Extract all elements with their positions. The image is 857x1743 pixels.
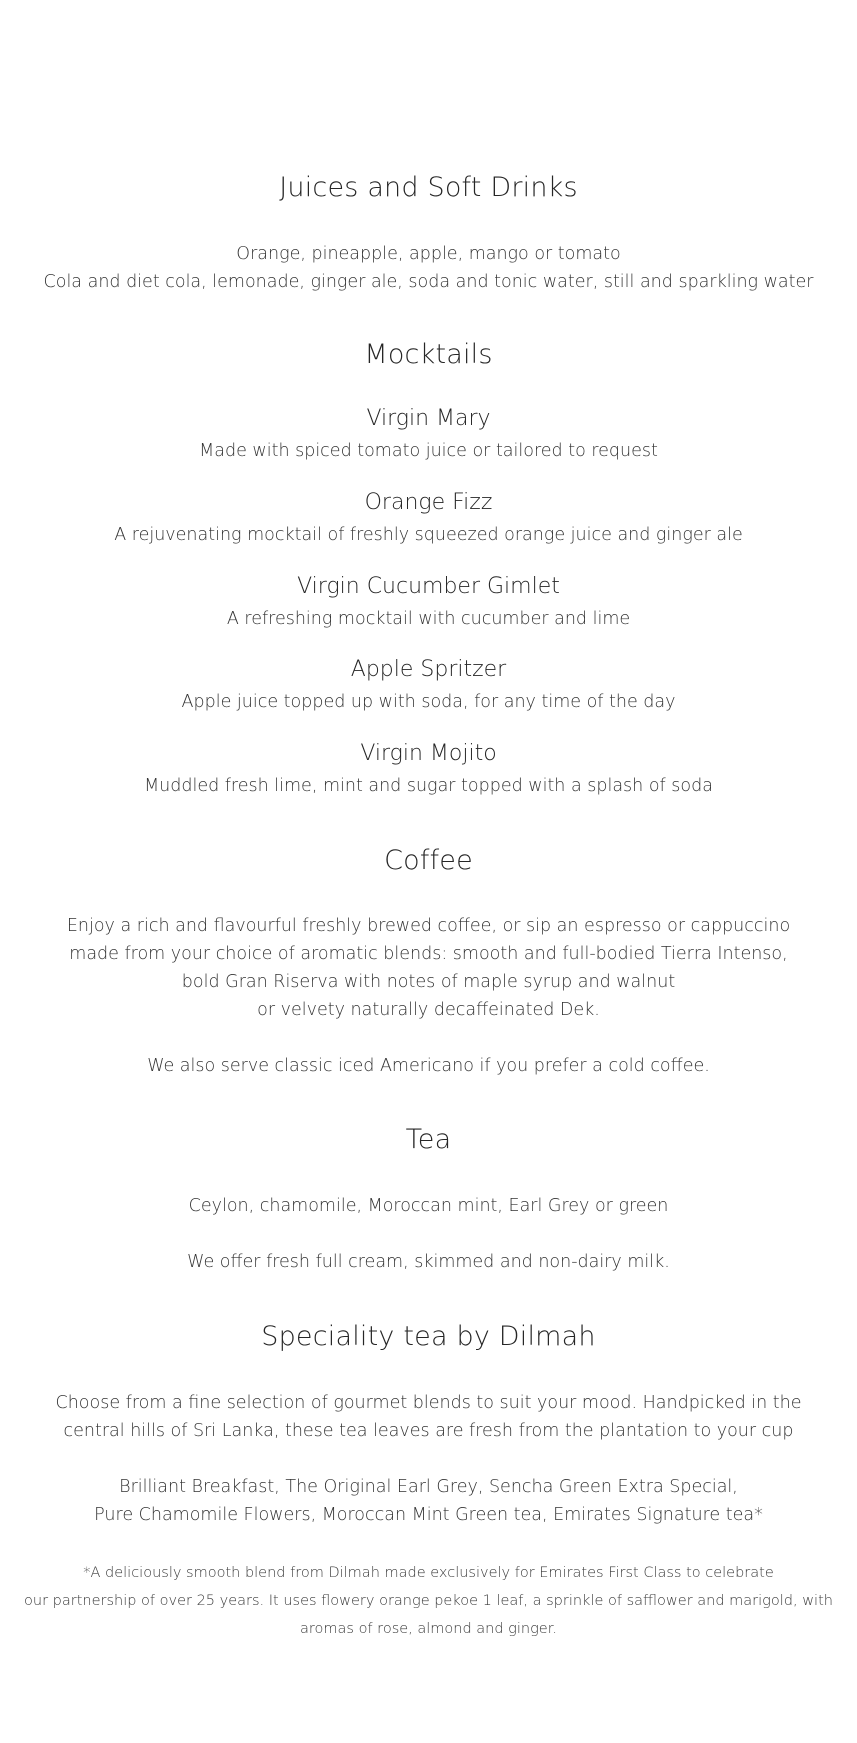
footnote-line-2: our partnership of over 25 years. It uses flowery orange pekoe 1 leaf, a sprinkle of safflower and marigold, with — [24, 1593, 833, 1609]
juices-line-1: Orange, pineapple, apple, mango or tomato — [236, 244, 621, 264]
mocktail-name-cucumber-gimlet: Virgin Cucumber Gimlet — [297, 573, 560, 599]
coffee-heading: Coffee — [384, 844, 473, 876]
coffee-desc-line-4: or velvety naturally decaffeinated Dek. — [257, 1000, 600, 1020]
mocktail-name-virgin-mojito: Virgin Mojito — [360, 740, 497, 766]
tea-line-2: We offer fresh full cream, skimmed and non-dairy milk. — [187, 1252, 670, 1272]
coffee-note: We also serve classic iced Americano if you prefer a cold coffee. — [147, 1056, 710, 1076]
footnote-line-1: *A deliciously smooth blend from Dilmah made exclusively for Emirates First Class to celebrate — [83, 1565, 774, 1581]
mocktail-desc-virgin-mojito: Muddled fresh lime, mint and sugar topped with a splash of soda — [144, 776, 713, 796]
coffee-desc-line-1: Enjoy a rich and flavourful freshly brewed coffee, or sip an espresso or cappuccino — [66, 916, 791, 936]
mocktail-desc-orange-fizz: A rejuvenating mocktail of freshly squeezed orange juice and ginger ale — [114, 525, 743, 545]
mocktail-name-virgin-mary: Virgin Mary — [366, 405, 491, 431]
footnote-line-3: aromas of rose, almond and ginger. — [300, 1621, 557, 1637]
tea-line-1: Ceylon, chamomile, Moroccan mint, Earl Grey or green — [188, 1196, 669, 1216]
juices-line-2: Cola and diet cola, lemonade, ginger ale, soda and tonic water, still and sparkling water — [43, 272, 814, 292]
coffee-desc-line-3: bold Gran Riserva with notes of maple syrup and walnut — [181, 972, 676, 992]
speciality-heading: Speciality tea by Dilmah — [261, 1320, 596, 1352]
speciality-blends-line-1: Brilliant Breakfast, The Original Earl Grey, Sencha Green Extra Special, — [119, 1477, 738, 1497]
mocktail-desc-cucumber-gimlet: A refreshing mocktail with cucumber and lime — [226, 609, 631, 629]
speciality-intro-line-2: central hills of Sri Lanka, these tea leaves are fresh from the plantation to your cup — [63, 1421, 794, 1441]
mocktail-name-orange-fizz: Orange Fizz — [364, 489, 493, 515]
mocktails-heading: Mocktails — [364, 338, 493, 370]
coffee-desc-line-2: made from your choice of aromatic blends: smooth and full-bodied Tierra Intenso, — [69, 944, 788, 964]
mocktail-desc-apple-spritzer: Apple juice topped up with soda, for any time of the day — [181, 692, 676, 712]
speciality-blends-line-2: Pure Chamomile Flowers, Moroccan Mint Green tea, Emirates Signature tea* — [94, 1505, 763, 1525]
speciality-intro-line-1: Choose from a fine selection of gourmet blends to suit your mood. Handpicked in the — [55, 1393, 802, 1413]
mocktail-desc-virgin-mary: Made with spiced tomato juice or tailored to request — [199, 441, 658, 461]
mocktail-name-apple-spritzer: Apple Spritzer — [350, 656, 507, 682]
tea-heading: Tea — [405, 1123, 452, 1155]
juices-heading: Juices and Soft Drinks — [279, 171, 578, 203]
